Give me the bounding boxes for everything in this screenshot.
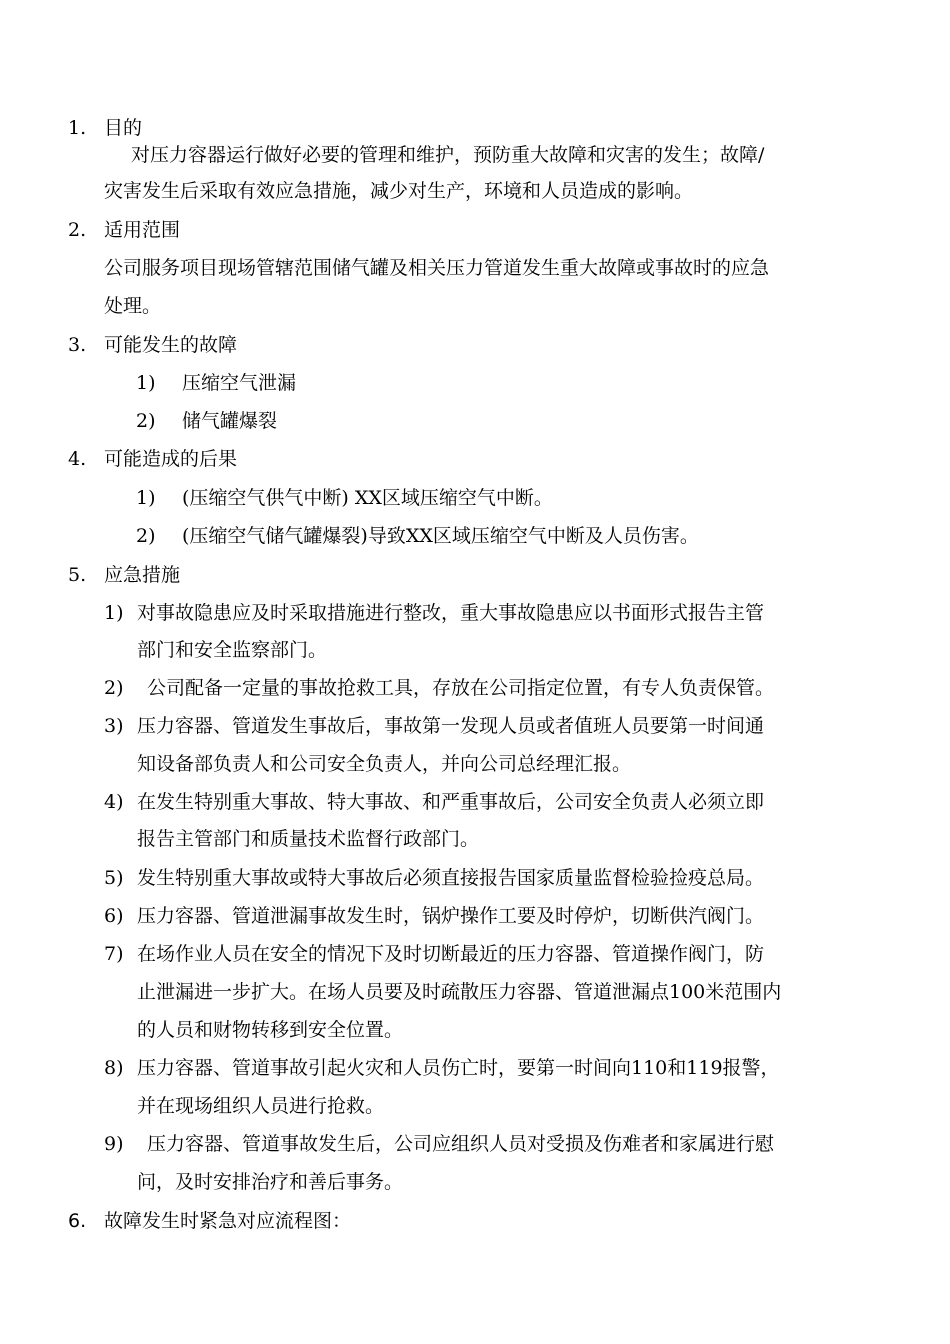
section-4-item-1-marker: 1) [136,487,156,509]
section-5-item-9-line-1: 压力容器、管道事故发生后，公司应组织人员对受损及伤难者和家属进行慰 [147,1133,775,1155]
section-5-item-7-line-2: 止泄漏进一步扩大。在场人员要及时疏散压力容器、管道泄漏点100米范围内 [137,981,782,1003]
section-5-item-2-marker: 2) [104,677,124,699]
section-2-paragraph-line-2: 处理。 [104,295,162,317]
section-5-item-1-marker: 1) [104,602,124,624]
section-5-item-7-line-1: 在场作业人员在安全的情况下及时切断最近的压力容器、管道操作阀门，防 [137,943,765,965]
section-5-item-9-line-2: 问，及时安排治疗和善后事务。 [137,1171,404,1193]
section-3-item-1-text: 压缩空气泄漏 [182,372,297,394]
section-5-item-8-line-1: 压力容器、管道事故引起火灾和人员伤亡时，要第一时间向110和119报警， [137,1057,780,1079]
section-5-item-3-marker: 3) [104,715,124,737]
section-5-item-2-line-1: 公司配备一定量的事故抢救工具，存放在公司指定位置，有专人负责保管。 [147,677,775,699]
section-3-item-2-text: 储气罐爆裂 [182,410,278,432]
section-5-item-4-marker: 4) [104,791,124,813]
section-5-item-9-marker: 9) [104,1133,124,1155]
section-5-item-8-marker: 8) [104,1057,124,1079]
section-2-paragraph-line-1: 公司服务项目现场管辖范围储气罐及相关压力管道发生重大故障或事故时的应急 [104,257,770,279]
section-5-item-3-line-1: 压力容器、管道发生事故后，事故第一发现人员或者值班人员要第一时间通 [137,715,765,737]
section-4-title: 可能造成的后果 [104,448,238,470]
section-3-item-1-marker: 1) [136,372,156,394]
section-5-item-5-line-1: 发生特别重大事故或特大事故后必须直接报告国家质量监督检验捡疫总局。 [137,867,765,889]
section-3-number: 3. [68,334,87,356]
section-5-title: 应急措施 [104,564,181,586]
section-6-number: 6. [68,1210,87,1232]
section-4-item-2-marker: 2) [136,525,156,547]
section-4-item-2-text: (压缩空气储气罐爆裂)导致XX区域压缩空气中断及人员伤害。 [182,525,699,547]
section-5-item-7-line-3: 的人员和财物转移到安全位置。 [137,1019,404,1041]
section-5-item-6-marker: 6) [104,905,124,927]
section-5-item-4-line-2: 报告主管部门和质量技术监督行政部门。 [137,828,480,850]
section-2-title: 适用范围 [104,219,181,241]
section-1-paragraph-line-1: 对压力容器运行做好必要的管理和维护，预防重大故障和灾害的发生；故障/ [131,144,765,166]
section-2-number: 2. [68,219,87,241]
section-1-title: 目的 [104,117,143,139]
section-5-number: 5. [68,564,87,586]
section-5-item-6-line-1: 压力容器、管道泄漏事故发生时，锅炉操作工要及时停炉，切断供汽阀门。 [137,905,765,927]
section-4-number: 4. [68,448,87,470]
section-5-item-7-marker: 7) [104,943,124,965]
section-5-item-5-marker: 5) [104,867,124,889]
section-5-item-1-line-2: 部门和安全监察部门。 [137,639,328,661]
section-5-item-4-line-1: 在发生特别重大事故、特大事故、和严重事故后，公司安全负责人必须立即 [137,791,765,813]
section-5-item-1-line-1: 对事故隐患应及时采取措施进行整改，重大事故隐患应以书面形式报告主管 [137,602,765,624]
section-3-item-2-marker: 2) [136,410,156,432]
section-1-paragraph-line-2: 灾害发生后采取有效应急措施，减少对生产，环境和人员造成的影响。 [104,180,694,202]
section-5-item-3-line-2: 知设备部负责人和公司安全负责人，并向公司总经理汇报。 [137,753,632,775]
section-6-title: 故障发生时紧急对应流程图： [104,1210,352,1232]
section-3-title: 可能发生的故障 [104,334,238,356]
section-5-item-8-line-2: 并在现场组织人员进行抢救。 [137,1095,385,1117]
section-4-item-1-text: (压缩空气供气中断) XX区域压缩空气中断。 [182,487,553,509]
section-1-number: 1. [68,117,87,139]
